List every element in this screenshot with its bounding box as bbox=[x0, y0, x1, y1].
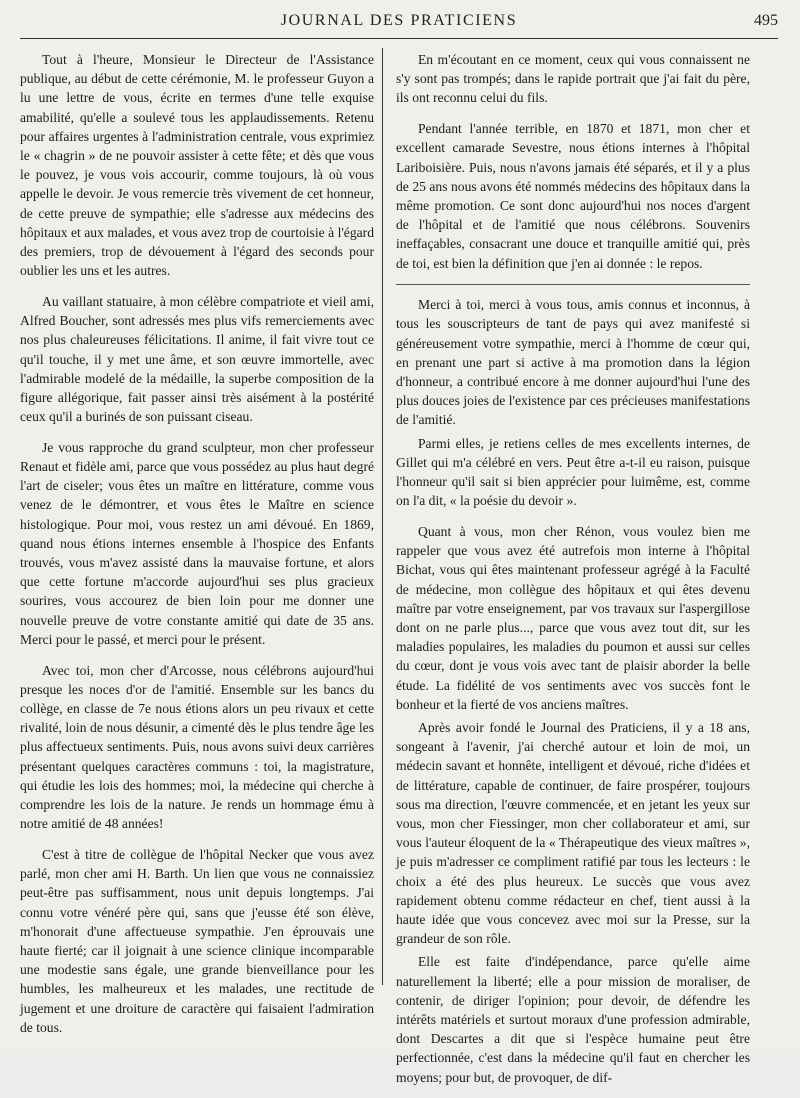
paragraph: Je vous rapproche du grand sculpteur, mon cher professeur Renaut et fidèle ami, parce que vous possédez au plus haut degré l'art de ciseler; vous êtes un maître en littérature, comme vous venez de le démontrer, et vous êtes le Maître en science histologique. Pour moi, vous restez un ami dévoué. En 1869, quand nous étions internes ensemble à l'hospice des Enfants trouvés, vous m'avez assisté dans la mauvaise fortune, et alors que cette fortune m'accorde aujourd'hui ses plus gracieux sourires, vous accourez de bien loin pour me donner une nouvelle preuve de votre constante amitié qui date de 35 ans. Merci pour le passé, et merci pour le présent. bbox=[20, 439, 374, 647]
paragraph: Pendant l'année terrible, en 1870 et 1871, mon cher et excellent camarade Sevestre, nous étions internes à l'hôpital Lariboisière. Puis, nous n'avons jamais été séparés, et il y a plus de 25 ans nous avons été nommés médecins des hôpitaux dans la même promotion. Ce sont donc aujourd'hui nos noces d'argent de l'hôpital et de l'amitié que nous célébrons. Souvenirs ineffaçables, consacrant une douce et tranquille amitié qui, près de toi, est bien la définition que j'en ai donnée : le repos. bbox=[396, 121, 750, 271]
paragraph: Merci à toi, merci à vous tous, amis connus et inconnus, à tous les souscripteurs de tant de pays qui avez manifesté si généreusement votre sympathie, merci à l'homme de cœur qui, en prenant une part si active à ma promotion dans la légion d'honneur, a contribué encore à me donner aujourd'hui l'une des plus douces joies de l'existence par ces précieuses manifestations de l'amitié. bbox=[396, 297, 750, 428]
header-rule bbox=[20, 38, 778, 39]
right-column bbox=[396, 50, 750, 1098]
page-number: 495 bbox=[754, 12, 778, 29]
section-rule bbox=[396, 284, 750, 285]
paragraph: Tout à l'heure, Monsieur le Directeur de l'Assistance publique, au début de cette cérémonie, M. le professeur Guyon a lu une lettre de vous, écrite en termes d'une telle exquise amabilité, qu'elle a soulevé tous les applaudissements. Retenu pour affaires urgentes à l'administration centrale, vous exprimiez le « chagrin » de ne pouvoir assister à cette fête; et dès que vous le pouvez, je vous vois accourir, comme toujours, là où vous appelle le devoir. Je vous remercie très vivement de cet honneur, de cette preuve de sympathie; elle s'adresse aux médecins des hôpitaux et aux malades, et vous avez trop de courtoisie à l'égard des premiers, trop de dévouement à l'égard des seconds pour oublier les uns et les autres. bbox=[20, 52, 374, 279]
journal-title: JOURNAL DES PRATICIENS bbox=[280, 12, 518, 29]
paragraph: C'est à titre de collègue de l'hôpital Necker que vous avez parlé, mon cher ami H. Barth. Un lien que vous ne connaissiez peut-être pas suffisamment, nous unit depuis longtemps. J'ai connu votre vénéré père qui, sans que j'eusse été son élève, m'honorait d'une affectueuse sympathie. J'en éprouvais une haute fierté; car il joignait à une science clinique incomparable une modestie sans égale, une grande bienveillance pour les humbles, les malheureux et les malades, une rectitude de jugement et une droiture de caractère qui faisaient l'admiration de tous. bbox=[20, 846, 374, 1035]
left-column bbox=[20, 50, 374, 1048]
paragraph: Au vaillant statuaire, à mon célèbre compatriote et vieil ami, Alfred Boucher, sont adressés mes plus vifs remerciements avec nos plus chaleureuses félicitations. Il anime, il fait vivre tout ce qu'il touche, il y met une âme, et son œuvre immortelle, avec l'admirable modelé de la médaille, la superbe composition de la figure allégorique, fait passer ainsi très aisément à la postérité ceux qu'il a burinés de son puissant ciseau. bbox=[20, 293, 374, 425]
paragraph: Après avoir fondé le Journal des Praticiens, il y a 18 ans, songeant à l'avenir, j'ai cherché autour et loin de moi, un médecin savant et honnête, intelligent et dévoué, riche d'idées et de littérature, capable de continuer, de faire prospérer, toujours sous ma direction, l'œuvre commencée, et en jetant les yeux sur vous, mon cher Fiessinger, mon cher collaborateur et ami, sur vous l'auteur éloquent de la « Thérapeutique des vieux maîtres », je puis m'adresser ce compliment ratifié par tous les lecteurs : le choix a été des plus heureux. Le succès que vous avez rapidement obtenu comme rédacteur en chef, tient aussi à la haute idée que vous concevez avec moi sur la Presse, sur la grandeur de son rôle. bbox=[396, 720, 750, 947]
paragraph: Avec toi, mon cher d'Arcosse, nous célébrons aujourd'hui presque les noces d'or de l'amitié. Ensemble sur les bancs du collège, en classe de 7e nous étions alors un peu rivaux et cette rivalité, loin de nous désunir, a cimenté dès le plus tendre âge les plus affectueux sentiments. Puis, nous avons suivi deux carrières présentant quelques caractères communs : toi, la magistrature, qui étudie les lois des hommes; moi, la médecine qui cherche à comprendre les lois de la nature. Je rends un hommage ému à notre amitié de 48 années! bbox=[20, 662, 374, 832]
paragraph: En m'écoutant en ce moment, ceux qui vous connaissent ne s'y sont pas trompés; dans le rapide portrait que j'ai fait du père, ils ont reconnu celui du fils. bbox=[396, 52, 750, 106]
paragraph: Parmi elles, je retiens celles de mes excellents internes, de Gillet qui m'a célébré en vers. Peut être a-t-il eu raison, puisque l'honneur qu'il sait si bien apprécier pour luimême, est, comme on l'a dit, « la poésie du devoir ». bbox=[396, 435, 750, 509]
paragraph: Elle est faite d'indépendance, parce qu'elle aime naturellement la liberté; elle a pour mission de moraliser, de contenir, de diriger l'opinion; pour devoir, de défendre les intérêts matériels et surtout moraux d'une profession admirable, dont Descartes a dit que si l'espèce humaine peut être perfectionnée, c'est dans la médecine qu'il faut en chercher les moyens; pour but, de provoquer, de dif- bbox=[396, 954, 750, 1085]
column-divider bbox=[382, 48, 383, 985]
running-head bbox=[20, 10, 778, 36]
paragraph: Quant à vous, mon cher Rénon, vous voulez bien me rappeler que vous avez été autrefois mon interne à l'hôpital Bichat, vous qui êtes maintenant professeur agrégé à la Faculté de médecine, mon collègue des hôpitaux et qui êtes devenu maître par votre enseignement, par vos travaux sur l'aspergillose dont on ne parle plus..., parce que vous avez tout dit, sur les maladies populaires, les maladies du poumon et aussi sur celles du cœur, dont je vous vois avec tant de plaisir aborder la belle étude. La fidélité de vos sentiments avec vos succès font le bonheur et la fierté de vos anciens maîtres. bbox=[396, 523, 750, 712]
